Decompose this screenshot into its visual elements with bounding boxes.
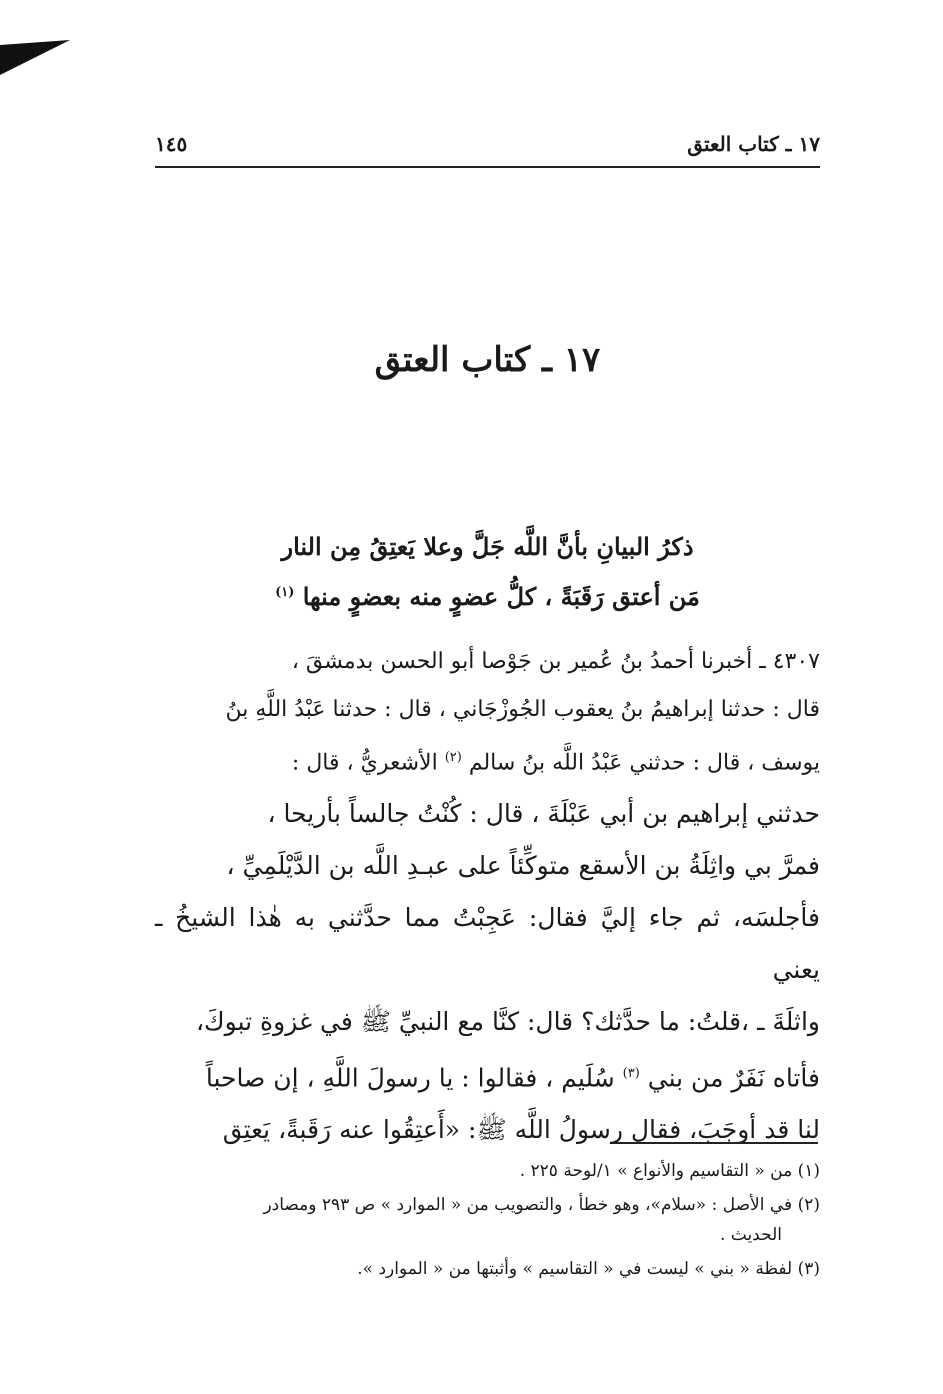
hadith-text-part: فأتاه نَفَرٌ من بني [647,1063,820,1093]
section-heading-line [155,570,820,620]
isnad-line: ٤٣٠٧ ـ أخبرنا أحمدُ بنُ عُمير بن جَوْصا أبو الحسن بدمشقَ ، [291,649,820,674]
chapter-title: ١٧ ـ كتاب العتق [374,340,601,380]
section-heading [155,524,820,620]
footnote-1: (١) من « التقاسيم والأنواع » ١/لوحة ٢٢٥ . [519,1161,820,1181]
corner-mark [0,40,70,75]
hadith-line: واثلَةَ ـ ،قلتُ: ما حدَّثك؟ قال: كنَّا مع النبيِّ ﷺ في غزوةِ تبوكَ، [195,1007,820,1036]
footnote-2 [155,1190,820,1250]
section-heading-text: مَن أعتق رَقَبَةً ، كلُّ عضوٍ منه بعضوٍ منها [302,582,700,611]
isnad-line: قال : حدثنا إبراهيمُ بنُ يعقوب الجُوزْجَاني ، قال : حدثنا عَبْدُ اللَّهِ بنُ [225,697,820,722]
footnote-2-text: (٢) في الأصل : «سلام»، وهو خطأ ، والتصويب من « الموارد » ص ٢٩٣ ومصادر [263,1195,820,1215]
hadith-line: حدثني إبراهيم بن أبي عَبْلَةَ ، قال : كُنْتُ جالساً بأريحا ، [267,799,820,828]
hadith-line [155,1048,820,1104]
footnotes [155,1156,820,1288]
hadith-line: فمرَّ بي واثِلَةُ بن الأسقع متوكِّئاً على عبـدِ اللَّه بن الدَّيْلَمِيِّ ، [226,851,820,880]
section-heading-line: ذكرُ البيانِ بأنَّ اللَّه جَلَّ وعلا يَعتِقُ مِن النار [281,532,694,561]
page-number: ١٤٥ [155,132,188,156]
hadith-text [155,788,820,1156]
footnote-divider [612,1142,818,1144]
page-header [155,128,820,168]
footnote-2-continuation: الحديث . [719,1225,782,1245]
footnote-ref: (٣) [622,1066,640,1081]
isnad-paragraph [155,638,820,787]
isnad-line [155,734,820,787]
hadith-line: لنا قد أوجَبَ، فقال رسولُ اللَّه ﷺ: «أَعتِقُوا عنه رَقَبةً، يَعتِق [222,1115,820,1145]
footnote-3: (٣) لفظة « بني » ليست في « التقاسيم » وأثبتها من « الموارد ». [357,1259,820,1279]
hadith-line: فأجلسَه، ثم جاء إليَّ فقال: عَجِبْتُ مما حدَّثني به هٰذا الشيخُ ـ يعني [155,903,820,984]
isnad-text: الأشعريُّ ، قال : [291,750,438,776]
isnad-text: يوسف ، قال : حدثني عَبْدُ اللَّه بنُ سالم [468,750,820,776]
hadith-text-part: سُلَيم ، فقالوا : يا رسولَ اللَّهِ ، إن صاحباً [205,1063,615,1093]
header-title: ١٧ ـ كتاب العتق [687,132,820,156]
footnote-ref: (٢) [444,750,462,765]
footnote-ref: (١) [275,585,295,600]
